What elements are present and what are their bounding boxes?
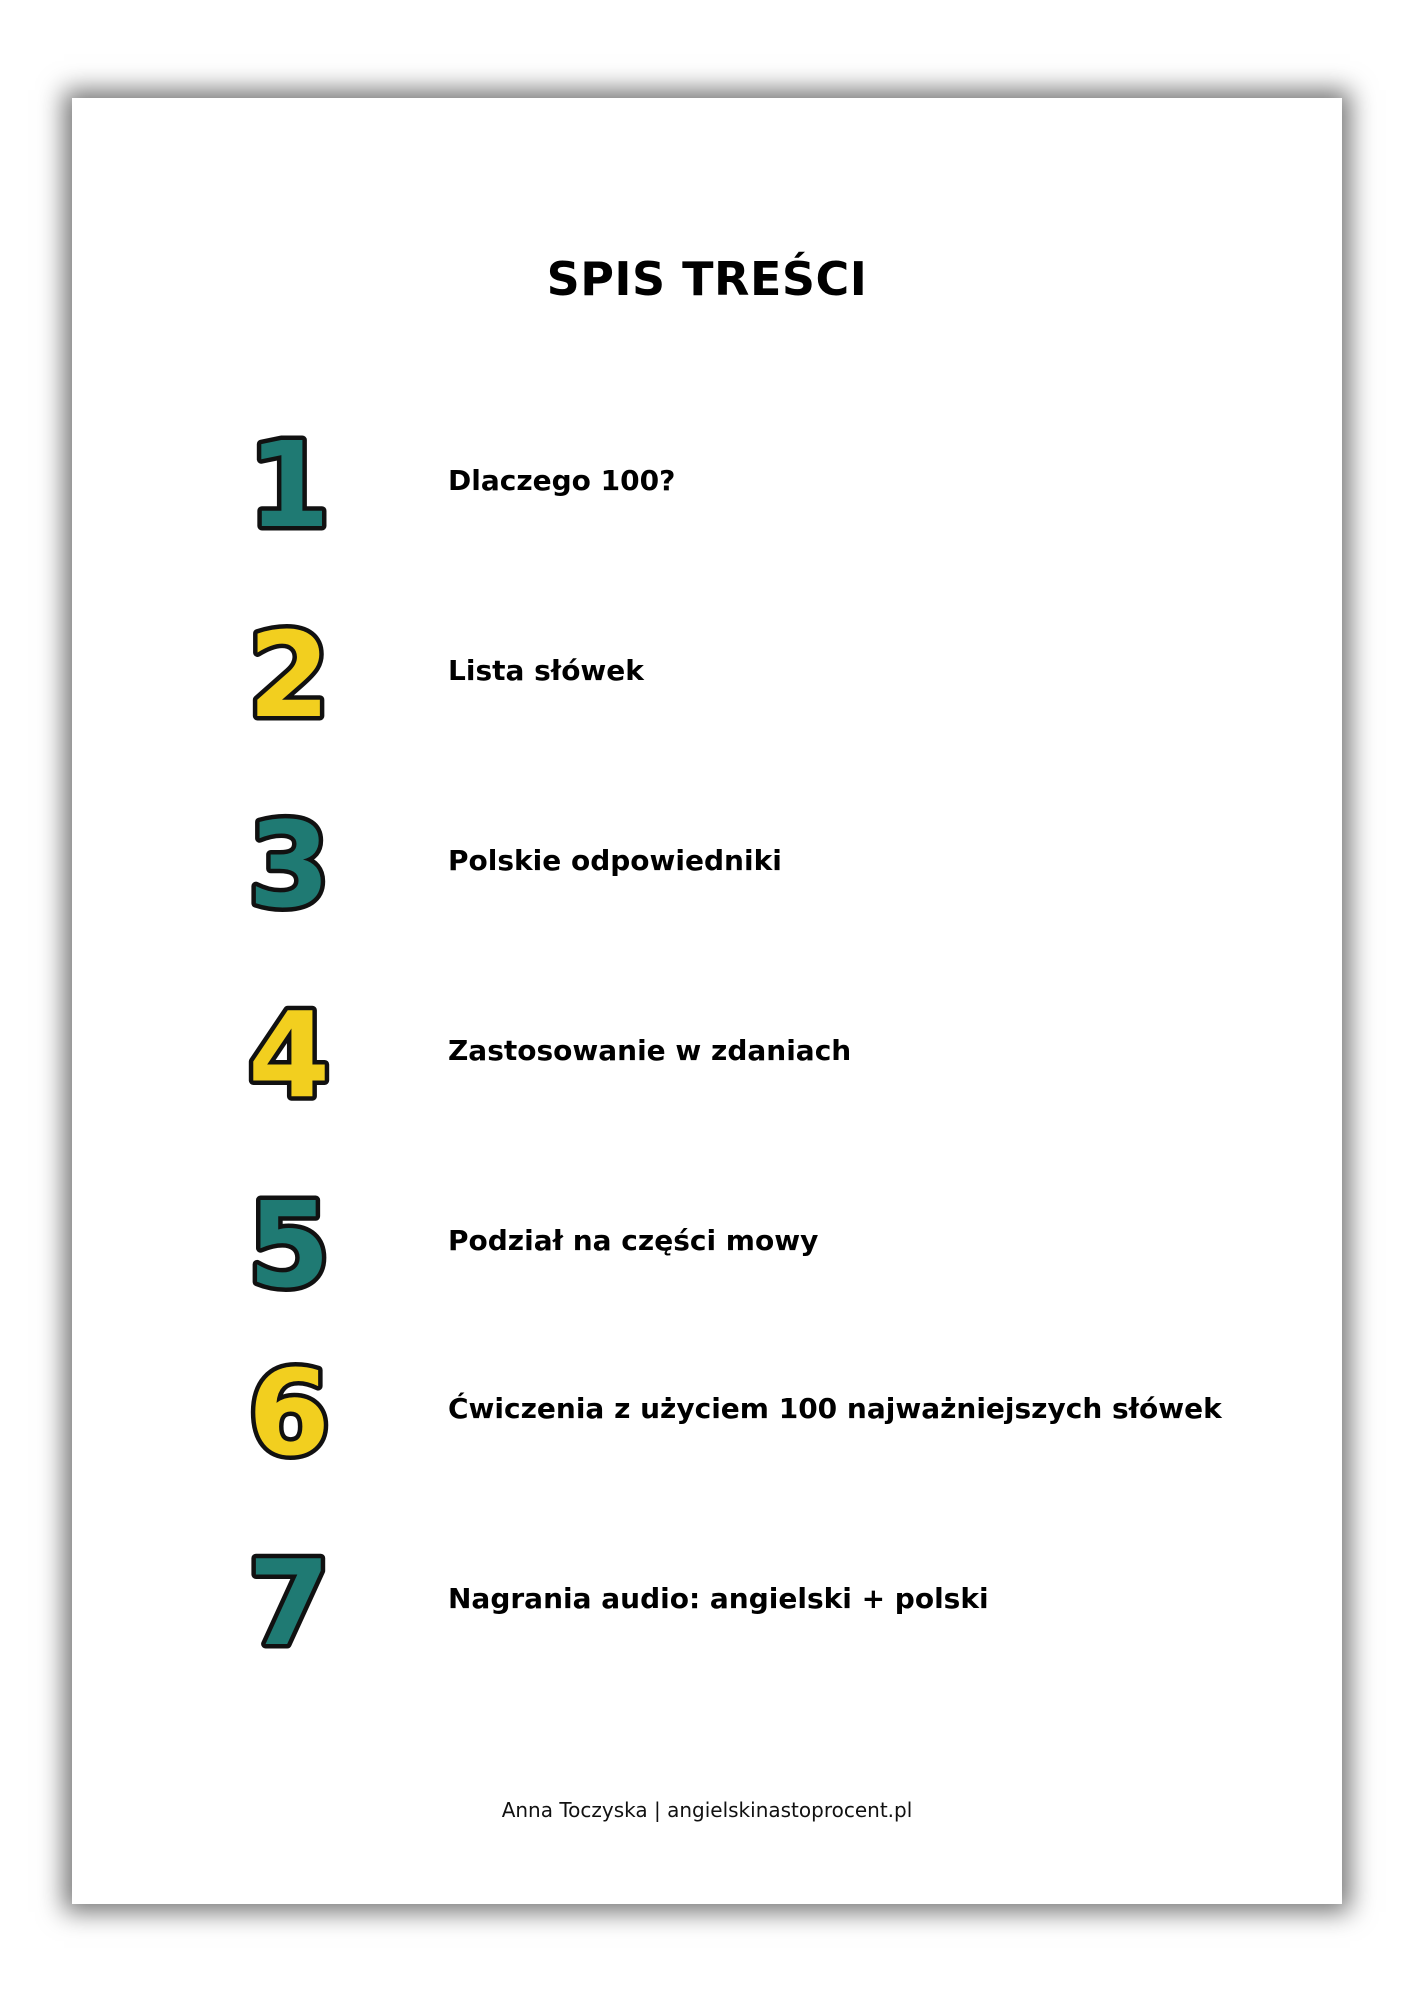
toc-item-2 [72,606,1342,744]
number-3-icon [234,796,344,934]
number-6-icon [234,1344,344,1482]
document-page [72,98,1342,1904]
toc-item-5 [72,1176,1342,1314]
number-7-icon [234,1534,344,1672]
number-1-icon [234,416,344,554]
page-footer: Anna Toczyska | angielskinastoprocent.pl [501,1798,913,1822]
toc-item-1 [72,416,1342,554]
number-6-text: 6 [247,1344,331,1482]
toc-item-label: Dlaczego 100? [448,464,676,497]
number-3-text: 3 [247,796,331,934]
toc-item-label: Podział na części mowy [448,1224,819,1257]
toc-item-label: Ćwiczenia z użyciem 100 najważniejszych słówek [448,1392,1222,1425]
number-5-text: 5 [247,1176,331,1314]
toc-item-4 [72,986,1342,1124]
number-4-text: 4 [247,986,331,1124]
toc-item-label: Polskie odpowiedniki [448,844,782,877]
table-of-contents [72,98,1342,1904]
number-5-icon [234,1176,344,1314]
toc-item-6 [72,1344,1342,1482]
number-1-text: 1 [247,416,331,554]
page-title: SPIS TREŚCI [546,252,868,306]
toc-item-label: Zastosowanie w zdaniach [448,1034,852,1067]
number-4-icon [234,986,344,1124]
number-7-text: 7 [247,1534,331,1672]
toc-item-label: Nagrania audio: angielski + polski [448,1582,989,1615]
number-2-text: 2 [247,606,331,744]
toc-item-label: Lista słówek [448,654,644,687]
number-2-icon [234,606,344,744]
toc-item-7 [72,1534,1342,1672]
toc-item-3 [72,796,1342,934]
